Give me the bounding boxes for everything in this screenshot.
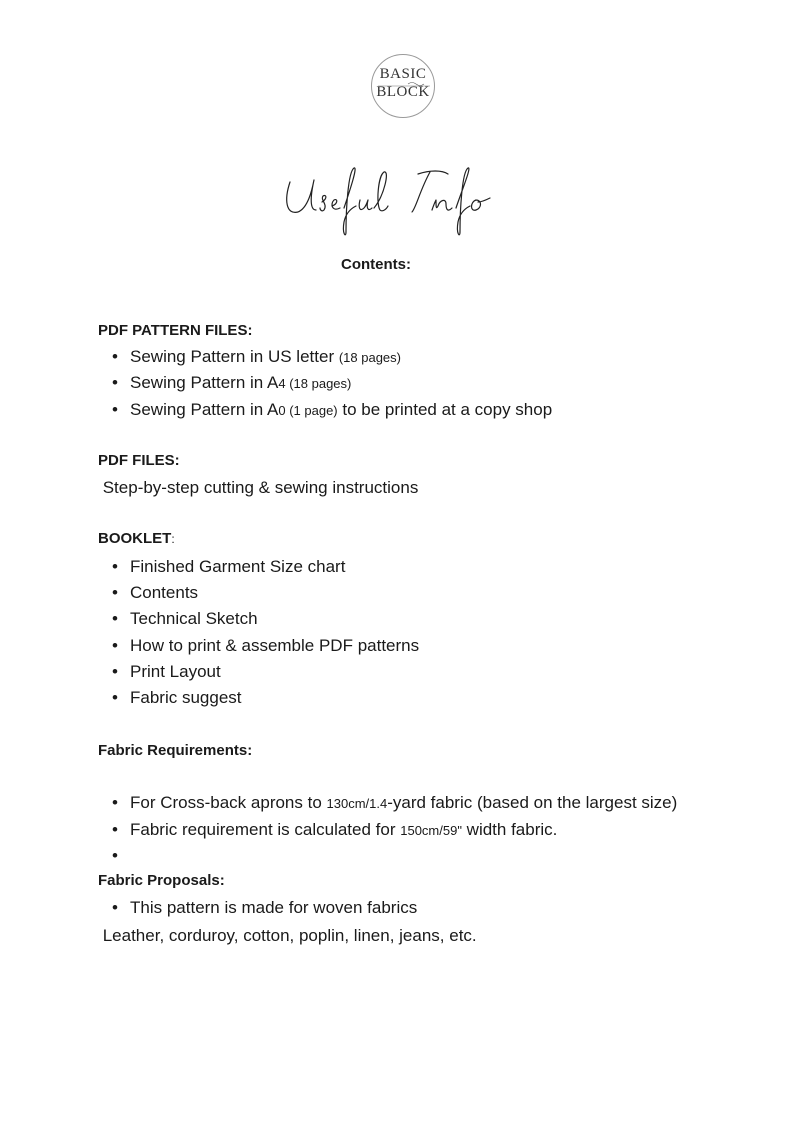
item-small-text: 0 (1 page)	[278, 403, 338, 418]
item-small-text: 130cm/1.4	[326, 796, 388, 811]
list-item	[130, 400, 552, 420]
contents-heading: Contents:	[341, 256, 411, 273]
list-item: • This pattern is made for woven fabrics	[130, 898, 417, 918]
pdf-pattern-files-heading: PDF PATTERN FILES:	[98, 322, 253, 339]
item-text: Sewing Pattern in A	[130, 373, 279, 392]
list-item: • Contents	[130, 583, 198, 603]
list-item: • How to print & assemble PDF patterns	[130, 636, 419, 656]
fabric-proposals-line: Leather, corduroy, cotton, poplin, linen, jeans, etc.	[98, 926, 477, 945]
item-small-text: 4 (18 pages)	[278, 376, 352, 391]
booklet-heading	[98, 530, 175, 547]
item-text: Sewing Pattern in US letter	[130, 347, 339, 366]
logo-text-basic: BASIC	[379, 66, 427, 82]
pdf-files-line: Step-by-step cutting & sewing instructions	[98, 478, 419, 497]
logo-text-block: BLOCK	[376, 84, 430, 100]
fabric-requirements-heading: Fabric Requirements:	[98, 742, 253, 759]
item-small-text: 150cm/59"	[400, 823, 462, 838]
fabric-proposals-heading: Fabric Proposals:	[98, 872, 225, 889]
item-small-text: (18 pages)	[338, 350, 401, 365]
list-item: • Fabric suggest	[130, 688, 242, 708]
item-text: Sewing Pattern in A	[130, 400, 279, 419]
list-item: • Technical Sketch	[130, 609, 258, 629]
item-text: For Cross-back aprons to	[130, 793, 327, 812]
pdf-files-heading: PDF FILES:	[98, 452, 180, 469]
list-item	[130, 347, 401, 367]
item-text-after: -yard fabric (based on the largest size)	[387, 793, 678, 812]
script-title-useful-info	[280, 160, 500, 240]
list-item: • Finished Garment Size chart	[130, 557, 345, 577]
item-text-after: width fabric.	[461, 820, 558, 839]
list-item	[130, 820, 557, 840]
list-item	[130, 793, 677, 813]
booklet-heading-colon: :	[171, 532, 175, 546]
brand-logo	[371, 54, 435, 118]
item-text-after: to be printed at a copy shop	[337, 400, 553, 419]
booklet-heading-text: BOOKLET	[98, 530, 172, 547]
list-item	[130, 373, 351, 393]
empty-bullet: •	[112, 846, 118, 865]
list-item: • Print Layout	[130, 662, 221, 682]
item-text: Fabric requirement is calculated for	[130, 820, 401, 839]
